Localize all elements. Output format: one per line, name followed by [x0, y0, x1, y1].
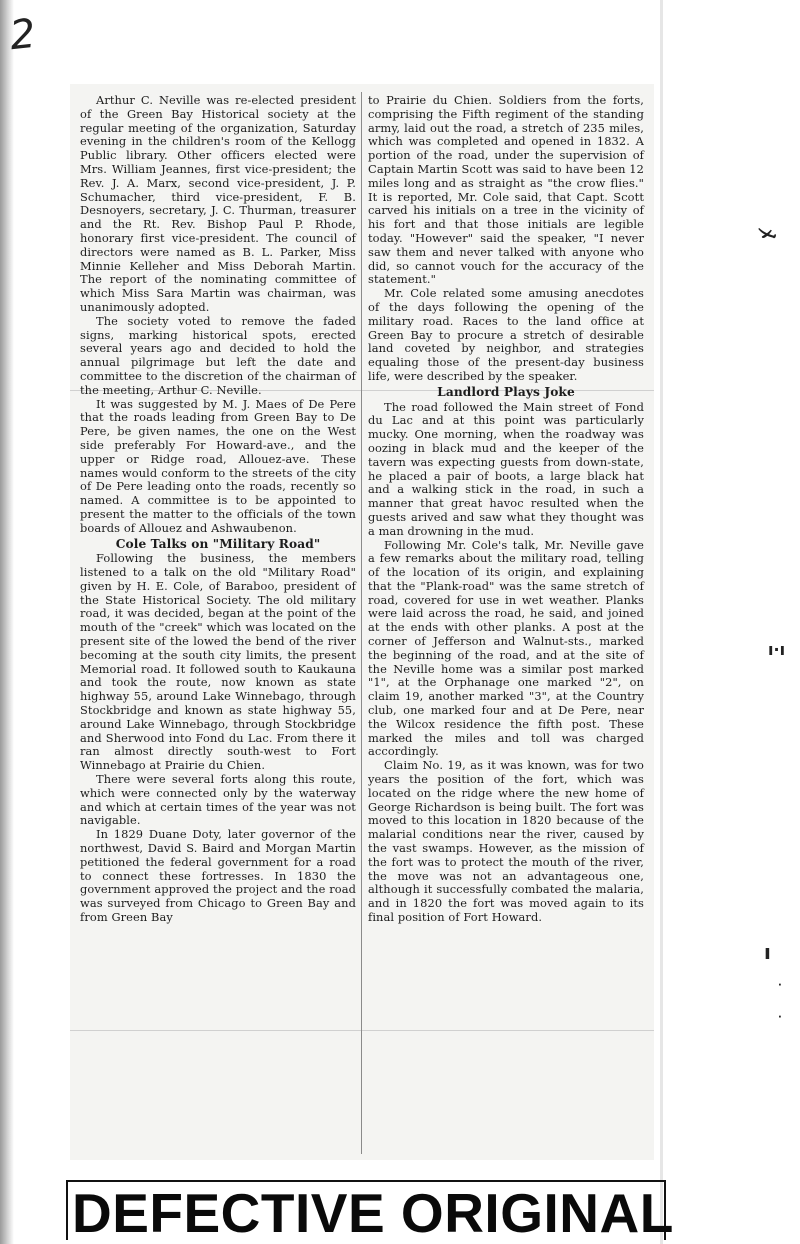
paragraph-anecdotes: Mr. Cole related some amusing anecdotes of the days following the opening of the military road. Races to the land office at Green Bay to procure a stretch of desirable land coveted by neighbor, and strategies equaling those of the present-day business life, were described by the speaker.	[368, 286, 644, 383]
paragraph-mucky-road: The road followed the Main street of Fond du Lac and at this point was particularly mucky. One morning, when the roadway was oozing in black mud and the keeper of the tavern was expecting guests from down-state, he placed a pair of boots, a large black hat and a walking stick in the road, in such a manner that great havoc resulted when the guests arived and saw what they thought was a man drowning in the mud.	[368, 399, 644, 538]
paragraph-soldiers: to Prairie du Chien. Soldiers from the forts, comprising the Fifth regiment of the standing army, laid out the road, a stretch of 235 miles, which was completed and opened in 1832. A portion of the road, under the supervision of Captain Martin Scott was said to have been 12 miles long and as straight as "the crow flies." It is reported, Mr. Cole said, that Capt. Scott carved his initials on a tree in the vicinity of his fort and that those initials are legible today. "However" said the speaker, "I never saw them and never talked with anyone who did, so cannot vouch for the accuracy of the statement."	[368, 93, 644, 287]
scan-edge-shadow	[0, 0, 14, 1244]
subheading-landlord-joke: Landlord Plays Joke	[437, 384, 575, 399]
scan-artifact-mark: ı	[764, 940, 771, 964]
paragraph-forts: There were several forts along this route, which were connected only by the waterway and which at certain times of the year was not navigable.	[80, 772, 356, 828]
paragraph-election: Arthur C. Neville was re-elected president of the Green Bay Historical society at the regular meeting of the organization, Saturday evening in the children's room of the Kellogg Public library. Other officers elected were Mrs. William Jeannes, first vice-president; the Rev. J. A. Marx, second vice-president, J. P. Schumacher, third vice-president, F. B. Desnoyers, secretary, J. C. Thurman, treasurer and the Rt. Rev. Bishop Paul P. Rhode, honorary first vice-president. The council of directors were named as B. L. Parker, Miss Minnie Kelleher and Miss Deborah Martin. The report of the nominating committee of which Miss Sara Martin was chairman, was unanimously adopted.	[80, 93, 356, 314]
paragraph-claim-19: Claim No. 19, as it was known, was for two years the position of the fort, which was located on the ridge where the new home of George Richardson is being built. The fort was moved to this location in 1820 because of the malarial conditions near the river, caused by the vast swamps. However, as the mission of the fort was to protect the mouth of the river, the move was not an advantageous one, although it successfully combated the malaria, and in 1820 the fort was moved again to its final position of Fort Howard.	[368, 758, 644, 925]
scan-artifact-mark: ﾒ	[753, 227, 779, 240]
scan-artifact-mark: ı·ı	[768, 640, 786, 659]
paragraph-plank-road: Following Mr. Cole's talk, Mr. Neville gave a few remarks about the military road, telling of the location of its origin, and explaining that the "Plank-road" was the same stretch of road, covered for use in wet weather. Planks were laid across the road, he said, and joined at the ends with other planks. A post at the corner of Jefferson and Walnut-sts., marked the beginning of the road, and at the site of the Neville home was a similar post marked "1", at the Orphanage one marked "2", on claim 19, another marked "3", at the Country club, one marked four and at De Pere, near the Wilcox residence the fifth post. These marked the miles and toll was charged accordingly.	[368, 537, 644, 759]
left-column	[80, 94, 356, 925]
fold-line	[70, 1030, 654, 1031]
paragraph-signs: The society voted to remove the faded signs, marking historical spots, erected several years ago and decided to hold the annual pilgrimage but left the date and committee to the discretion of the chairman of the meeting, Arthur C. Neville.	[80, 313, 356, 397]
defective-original-stamp: DEFECTIVE ORIGINAL	[72, 1182, 674, 1244]
paragraph-road-names: It was suggested by M. J. Maes of De Pere that the roads leading from Green Bay to De Pere, be given names, the one on the West side preferably For Howard-ave., and the upper or Ridge road, Allouez-ave. These names would conform to the streets of the city of De Pere leading onto the roads, recently so named. A committee is to be appointed to present the matter to the officials of the town boards of Allouez and Ashwaubenon.	[80, 396, 356, 535]
handwritten-page-number: 2	[7, 10, 38, 60]
paragraph-petition: In 1829 Duane Doty, later governor of the northwest, David S. Baird and Morgan Martin petitioned the federal government for a road to connect these fortresses. In 1830 the government approved the project and the road was surveyed from Chicago to Green Bay and from Green Bay	[80, 827, 356, 925]
subheading-cole-talks: Cole Talks on "Military Road"	[115, 536, 321, 551]
scan-artifact-mark: ·	[778, 980, 782, 991]
scan-artifact-mark: ·	[778, 1012, 782, 1023]
column-divider	[361, 92, 362, 1154]
scan-edge-right	[660, 0, 663, 1244]
right-column	[368, 94, 644, 925]
paragraph-military-road: Following the business, the members listened to a talk on the old "Military Road" given by H. E. Cole, of Baraboo, president of the State Historical Society. The old military road, it was decided, began at the point of the mouth of the "creek" which was located on the present site of the lowed the bend of the river becoming at the south city limits, the present Memorial road. It followed south to Kaukauna and took the route, now known as state highway 55, around Lake Winnebago, through Stockbridge and known as state highway 55, around Lake Winnebago, through Stockbridge and Sherwood into Fond du Lac. From there it ran almost directly south-west to Fort Winnebago at Prairie du Chien.	[80, 551, 356, 773]
